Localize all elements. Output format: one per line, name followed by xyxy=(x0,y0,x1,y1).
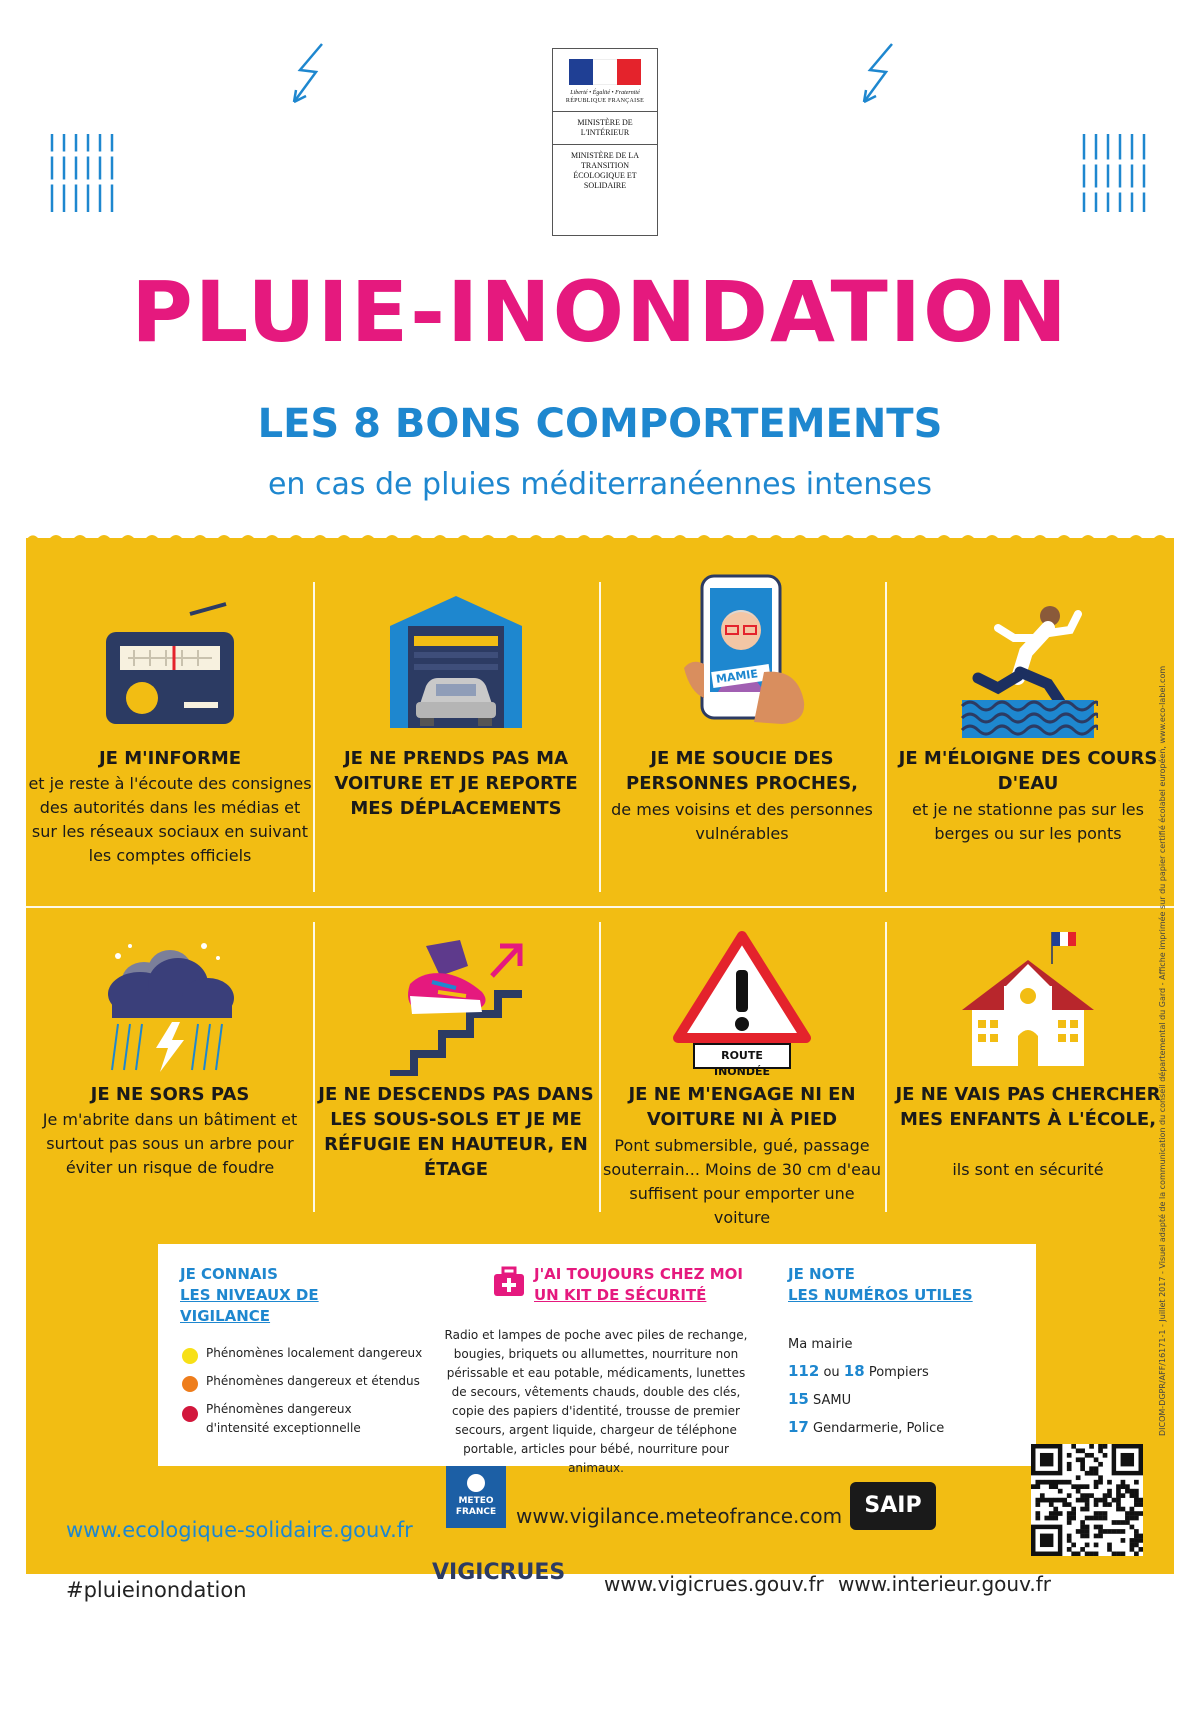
qr-module xyxy=(1094,1498,1099,1503)
qr-module xyxy=(1130,1547,1135,1552)
government-logo xyxy=(552,48,658,236)
qr-module xyxy=(1085,1471,1090,1476)
ministry-interior: MINISTÈRE DE L'INTÉRIEUR xyxy=(553,112,657,145)
qr-module xyxy=(1103,1511,1108,1516)
qr-module xyxy=(1134,1502,1139,1507)
ministry-ecology: MINISTÈRE DE LA TRANSITION ÉCOLOGIQUE ET SOLIDAIRE xyxy=(571,151,639,190)
qr-module xyxy=(1089,1471,1094,1476)
behavior-heading: JE ME SOUCIE DES PERSONNES PROCHES, xyxy=(626,748,858,794)
qr-module xyxy=(1098,1525,1103,1530)
qr-module xyxy=(1053,1511,1058,1516)
running-away-icon xyxy=(958,600,1098,740)
link-vigilance-meteofrance[interactable]: www.vigilance.meteofrance.com xyxy=(516,1504,843,1528)
qr-module xyxy=(1053,1507,1058,1512)
vigilance-heading-sub: LES NIVEAUX DE VIGILANCE xyxy=(180,1286,319,1325)
hashtag: #pluieinondation xyxy=(66,1578,247,1602)
qr-module xyxy=(1098,1448,1103,1453)
qr-module xyxy=(1080,1507,1085,1512)
hatch-decoration xyxy=(46,132,118,214)
qr-module xyxy=(1103,1529,1108,1534)
qr-module xyxy=(1098,1498,1103,1503)
qr-module xyxy=(1094,1525,1099,1530)
numbers-heading: JE NOTE xyxy=(788,1265,855,1283)
mairie-label: Ma mairie xyxy=(788,1337,853,1352)
qr-module xyxy=(1139,1511,1143,1516)
grid-divider xyxy=(313,582,315,892)
qr-module xyxy=(1085,1525,1090,1530)
qr-module xyxy=(1130,1543,1135,1548)
vigilance-level-label: Phénomènes localement dangereux xyxy=(206,1346,423,1360)
qr-module xyxy=(1134,1489,1139,1494)
qr-module xyxy=(1067,1493,1072,1498)
french-flag-icon xyxy=(569,59,641,85)
qr-module xyxy=(1067,1538,1072,1543)
qr-module xyxy=(1053,1480,1058,1485)
qr-module xyxy=(1085,1484,1090,1489)
number-row xyxy=(788,1358,1028,1386)
qr-module xyxy=(1125,1489,1130,1494)
qr-module xyxy=(1134,1498,1139,1503)
qr-module xyxy=(1076,1484,1081,1489)
qr-module xyxy=(1067,1520,1072,1525)
qr-module xyxy=(1116,1552,1121,1556)
qr-module xyxy=(1098,1475,1103,1480)
behavior-heading: JE NE VAIS PAS CHERCHER MES ENFANTS À L'ÉCOLE, xyxy=(895,1084,1161,1130)
qr-module xyxy=(1071,1543,1076,1548)
qr-module xyxy=(1134,1529,1139,1534)
numbers-heading-sub: LES NUMÉROS UTILES xyxy=(788,1286,973,1304)
meteo-france-emblem-icon xyxy=(467,1474,485,1492)
qr-module xyxy=(1139,1502,1143,1507)
meteo-france-label: METEO FRANCE xyxy=(455,1496,497,1517)
qr-module xyxy=(1103,1453,1108,1458)
qr-module xyxy=(1130,1507,1135,1512)
legal-side-text xyxy=(1158,1426,1168,1436)
qr-module xyxy=(1121,1529,1126,1534)
qr-module xyxy=(1107,1502,1112,1507)
qr-module xyxy=(1049,1502,1054,1507)
qr-module xyxy=(1067,1516,1072,1521)
police-label: Gendarmerie, Police xyxy=(813,1421,945,1436)
qr-module xyxy=(1080,1457,1085,1462)
link-ecologique-solidaire[interactable]: www.ecologique-solidaire.gouv.fr xyxy=(66,1518,413,1542)
qr-module xyxy=(1080,1448,1085,1453)
qr-module xyxy=(1107,1529,1112,1534)
kit-section xyxy=(534,1264,754,1306)
school-icon xyxy=(958,928,1098,1068)
pompiers-label: Pompiers xyxy=(868,1365,929,1380)
first-aid-kit-icon xyxy=(492,1266,526,1298)
qr-module xyxy=(1071,1484,1076,1489)
behavior-heading: JE NE M'ENGAGE NI EN VOITURE NI À PIED xyxy=(628,1084,856,1130)
qr-module xyxy=(1076,1475,1081,1480)
qr-module xyxy=(1107,1493,1112,1498)
qr-module xyxy=(1121,1538,1126,1543)
qr-module xyxy=(1103,1516,1108,1521)
qr-module xyxy=(1044,1480,1049,1485)
behavior-text: de mes voisins et des personnes vulnérables xyxy=(611,800,873,843)
page-title: PLUIE-INONDATION xyxy=(131,263,1069,361)
qr-module xyxy=(1134,1543,1139,1548)
qr-module xyxy=(1067,1502,1072,1507)
qr-module xyxy=(1130,1493,1135,1498)
qr-module xyxy=(1116,1502,1121,1507)
vigilance-level-label: Phénomènes dangereux et étendus xyxy=(206,1374,420,1388)
qr-module xyxy=(1112,1498,1117,1503)
qr-module xyxy=(1103,1444,1108,1449)
qr-module xyxy=(1130,1538,1135,1543)
qr-module xyxy=(1116,1498,1121,1503)
number-18: 18 xyxy=(843,1362,865,1380)
qr-module xyxy=(1076,1552,1081,1556)
qr-module xyxy=(1130,1489,1135,1494)
kit-text: Radio et lampes de poche avec piles de rechange, bougies, briquets ou allumettes, nourriture non périssable et eau potable, médicaments, lunettes de secours, vêtements chauds, double des clés, copie des papiers d'identité, trousse de premier secours, argent liquide, chargeur de téléphone portable, articles pour bébé, nourriture pour animaux. xyxy=(444,1328,748,1475)
qr-module xyxy=(1134,1534,1139,1539)
lightning-bolt-icon xyxy=(854,40,914,110)
qr-module xyxy=(1121,1507,1126,1512)
qr-module xyxy=(1125,1520,1130,1525)
grid-divider xyxy=(26,906,1174,908)
qr-module xyxy=(1134,1480,1139,1485)
qr-module xyxy=(1125,1484,1130,1489)
qr-module xyxy=(1139,1498,1143,1503)
qr-module xyxy=(1053,1484,1058,1489)
meteo-france-logo xyxy=(446,1466,506,1528)
qr-code[interactable] xyxy=(1031,1444,1143,1556)
qr-module xyxy=(1134,1493,1139,1498)
qr-module xyxy=(1062,1498,1067,1503)
qr-module xyxy=(1130,1525,1135,1530)
qr-module xyxy=(1139,1547,1143,1552)
saip-logo: SAIP xyxy=(850,1482,936,1530)
qr-module xyxy=(1035,1516,1040,1521)
republic-label: RÉPUBLIQUE FRANÇAISE xyxy=(565,98,645,104)
qr-module xyxy=(1071,1507,1076,1512)
qr-module xyxy=(1062,1480,1067,1485)
behavior-text: Pont submersible, gué, passage souterrain... Moins de 30 cm d'eau suffisent pour emporter une voiture xyxy=(603,1136,881,1227)
qr-module xyxy=(1103,1493,1108,1498)
qr-module xyxy=(1080,1493,1085,1498)
numbers-list xyxy=(788,1332,1028,1442)
qr-module xyxy=(1089,1516,1094,1521)
qr-module xyxy=(1080,1484,1085,1489)
qr-module xyxy=(1130,1511,1135,1516)
qr-module xyxy=(1049,1516,1054,1521)
behavior-heading: JE M'ÉLOIGNE DES COURS D'EAU xyxy=(898,748,1158,794)
qr-module xyxy=(1058,1489,1063,1494)
qr-module xyxy=(1103,1502,1108,1507)
qr-module xyxy=(1040,1498,1045,1503)
number-row xyxy=(788,1414,1028,1442)
qr-module xyxy=(1076,1498,1081,1503)
poster xyxy=(26,26,1174,1692)
qr-module xyxy=(1125,1511,1130,1516)
qr-module xyxy=(1116,1507,1121,1512)
page-tagline: en cas de pluies méditerranéennes intenses xyxy=(267,467,933,502)
qr-module xyxy=(1094,1471,1099,1476)
behavior-heading: JE M'INFORME xyxy=(98,748,242,769)
link-interieur[interactable]: www.interieur.gouv.fr xyxy=(838,1572,1051,1596)
link-vigicrues[interactable]: www.vigicrues.gouv.fr xyxy=(604,1572,824,1596)
qr-module xyxy=(1139,1534,1143,1539)
behavior-heading: JE NE PRENDS PAS MA VOITURE ET JE REPORTE MES DÉPLACEMENTS xyxy=(334,748,578,819)
qr-module xyxy=(1049,1511,1054,1516)
qr-module xyxy=(1130,1516,1135,1521)
qr-module xyxy=(1094,1480,1099,1485)
qr-module xyxy=(1098,1462,1103,1467)
qr-module xyxy=(1107,1543,1112,1548)
stairs-up-icon xyxy=(386,936,526,1076)
qr-module xyxy=(1089,1453,1094,1458)
vigicrues-logo: VIGICRUES xyxy=(432,1560,566,1585)
behavior-text: et je reste à l'écoute des consignes des autorités dans les médias et sur les réseaux sociaux en suivant les comptes officiels xyxy=(28,774,312,865)
qr-module xyxy=(1053,1516,1058,1521)
qr-module xyxy=(1040,1493,1045,1498)
qr-module xyxy=(1107,1547,1112,1552)
qr-module xyxy=(1085,1516,1090,1521)
qr-module xyxy=(1139,1538,1143,1543)
qr-module xyxy=(1098,1516,1103,1521)
kit-heading-sub: UN KIT DE SÉCURITÉ xyxy=(534,1286,707,1304)
qr-module xyxy=(1071,1516,1076,1521)
qr-module xyxy=(1076,1489,1081,1494)
qr-module xyxy=(1067,1466,1072,1471)
qr-module xyxy=(1085,1493,1090,1498)
qr-module xyxy=(1112,1520,1117,1525)
qr-module xyxy=(1094,1484,1099,1489)
or-label: ou xyxy=(823,1365,840,1380)
qr-module xyxy=(1094,1543,1099,1548)
behavior-heading: JE NE DESCENDS PAS DANS LES SOUS-SOLS ET JE ME RÉFUGIE EN HAUTEUR, EN ÉTAGE xyxy=(318,1084,594,1180)
qr-module xyxy=(1080,1462,1085,1467)
qr-module xyxy=(1098,1534,1103,1539)
qr-module xyxy=(1116,1484,1121,1489)
qr-finder xyxy=(1121,1453,1134,1466)
qr-module xyxy=(1125,1516,1130,1521)
route-sign-label: ROUTE INONDÉE xyxy=(713,1049,770,1078)
qr-module xyxy=(1080,1547,1085,1552)
qr-module xyxy=(1094,1466,1099,1471)
qr-module xyxy=(1134,1516,1139,1521)
qr-finder xyxy=(1040,1534,1053,1547)
vigilance-heading: JE CONNAIS xyxy=(180,1265,278,1283)
qr-module xyxy=(1058,1511,1063,1516)
number-row xyxy=(788,1386,1028,1414)
qr-module xyxy=(1134,1538,1139,1543)
qr-module xyxy=(1035,1511,1040,1516)
qr-module xyxy=(1134,1552,1139,1556)
qr-module xyxy=(1080,1525,1085,1530)
qr-module xyxy=(1035,1502,1040,1507)
qr-module xyxy=(1080,1466,1085,1471)
qr-module xyxy=(1121,1520,1126,1525)
number-15: 15 xyxy=(788,1390,809,1408)
qr-module xyxy=(1035,1480,1040,1485)
qr-module xyxy=(1121,1480,1126,1485)
qr-module xyxy=(1116,1489,1121,1494)
number-17: 17 xyxy=(788,1418,809,1436)
hatch-decoration xyxy=(1078,132,1150,214)
qr-module xyxy=(1094,1516,1099,1521)
qr-module xyxy=(1067,1534,1072,1539)
qr-module xyxy=(1085,1502,1090,1507)
behavior-text: Je m'abrite dans un bâtiment et surtout pas sous un arbre pour éviter un risque de foudre xyxy=(42,1110,298,1177)
qr-module xyxy=(1058,1498,1063,1503)
page-subtitle: LES 8 BONS COMPORTEMENTS xyxy=(257,401,943,447)
info-box xyxy=(158,1244,1036,1475)
qr-module xyxy=(1076,1448,1081,1453)
qr-module xyxy=(1058,1480,1063,1485)
qr-module xyxy=(1085,1507,1090,1512)
qr-module xyxy=(1080,1529,1085,1534)
qr-module xyxy=(1094,1502,1099,1507)
qr-module xyxy=(1098,1529,1103,1534)
qr-module xyxy=(1044,1498,1049,1503)
qr-module xyxy=(1076,1457,1081,1462)
qr-module xyxy=(1067,1480,1072,1485)
qr-module xyxy=(1085,1543,1090,1548)
behavior-text: ils sont en sécurité xyxy=(952,1160,1104,1179)
qr-module xyxy=(1098,1444,1103,1449)
qr-finder xyxy=(1040,1453,1053,1466)
qr-module xyxy=(1094,1457,1099,1462)
qr-module xyxy=(1121,1484,1126,1489)
qr-module xyxy=(1085,1534,1090,1539)
phone-contact-label: MAMIE xyxy=(715,667,759,686)
qr-module xyxy=(1085,1552,1090,1556)
qr-module xyxy=(1112,1552,1117,1556)
qr-module xyxy=(1071,1444,1076,1449)
qr-module xyxy=(1094,1534,1099,1539)
qr-module xyxy=(1089,1466,1094,1471)
qr-module xyxy=(1062,1502,1067,1507)
qr-module xyxy=(1067,1462,1072,1467)
qr-module xyxy=(1089,1444,1094,1449)
qr-module xyxy=(1098,1480,1103,1485)
qr-module xyxy=(1049,1498,1054,1503)
qr-module xyxy=(1098,1511,1103,1516)
vigilance-level-label: Phénomènes dangereux d'intensité exceptionnelle xyxy=(206,1402,361,1435)
qr-module xyxy=(1085,1453,1090,1458)
qr-module xyxy=(1116,1520,1121,1525)
qr-module xyxy=(1134,1511,1139,1516)
qr-module xyxy=(1035,1498,1040,1503)
behavior-text: et je ne stationne pas sur les berges ou sur les ponts xyxy=(912,800,1144,843)
vigilance-red-dot xyxy=(182,1406,198,1422)
qr-module xyxy=(1040,1480,1045,1485)
qr-module xyxy=(1107,1480,1112,1485)
number-112: 112 xyxy=(788,1362,820,1380)
qr-module xyxy=(1071,1552,1076,1556)
qr-module xyxy=(1121,1493,1126,1498)
qr-module xyxy=(1031,1484,1036,1489)
behavior-heading: JE NE SORS PAS xyxy=(90,1084,250,1105)
motto: Liberté • Égalité • Fraternité xyxy=(570,90,640,96)
kit-heading: J'AI TOUJOURS CHEZ MOI xyxy=(534,1265,744,1283)
qr-module xyxy=(1103,1498,1108,1503)
qr-module xyxy=(1035,1484,1040,1489)
qr-module xyxy=(1121,1552,1126,1556)
qr-module xyxy=(1080,1534,1085,1539)
qr-module xyxy=(1067,1511,1072,1516)
vigilance-yellow-dot xyxy=(182,1348,198,1364)
qr-module xyxy=(1071,1511,1076,1516)
storm-cloud-icon xyxy=(100,936,240,1076)
qr-module xyxy=(1085,1529,1090,1534)
garage-car-icon xyxy=(386,592,526,732)
qr-module xyxy=(1067,1547,1072,1552)
qr-module xyxy=(1089,1552,1094,1556)
vigilance-orange-dot xyxy=(182,1376,198,1392)
qr-module xyxy=(1053,1498,1058,1503)
qr-module xyxy=(1049,1480,1054,1485)
radio-icon xyxy=(100,602,240,742)
numbers-section xyxy=(788,1264,1018,1306)
qr-module xyxy=(1067,1453,1072,1458)
qr-module xyxy=(1094,1511,1099,1516)
qr-module xyxy=(1044,1516,1049,1521)
qr-module xyxy=(1116,1529,1121,1534)
qr-module xyxy=(1107,1489,1112,1494)
vigilance-section xyxy=(180,1264,410,1327)
phone-call-icon xyxy=(672,572,812,732)
qr-module xyxy=(1076,1529,1081,1534)
samu-label: SAMU xyxy=(813,1393,852,1408)
qr-module xyxy=(1085,1498,1090,1503)
qr-module xyxy=(1080,1520,1085,1525)
lightning-bolt-icon xyxy=(284,40,344,110)
qr-module xyxy=(1116,1493,1121,1498)
qr-module xyxy=(1049,1484,1054,1489)
qr-module xyxy=(1094,1552,1099,1556)
qr-module xyxy=(1089,1493,1094,1498)
qr-module xyxy=(1080,1498,1085,1503)
qr-module xyxy=(1112,1529,1117,1534)
